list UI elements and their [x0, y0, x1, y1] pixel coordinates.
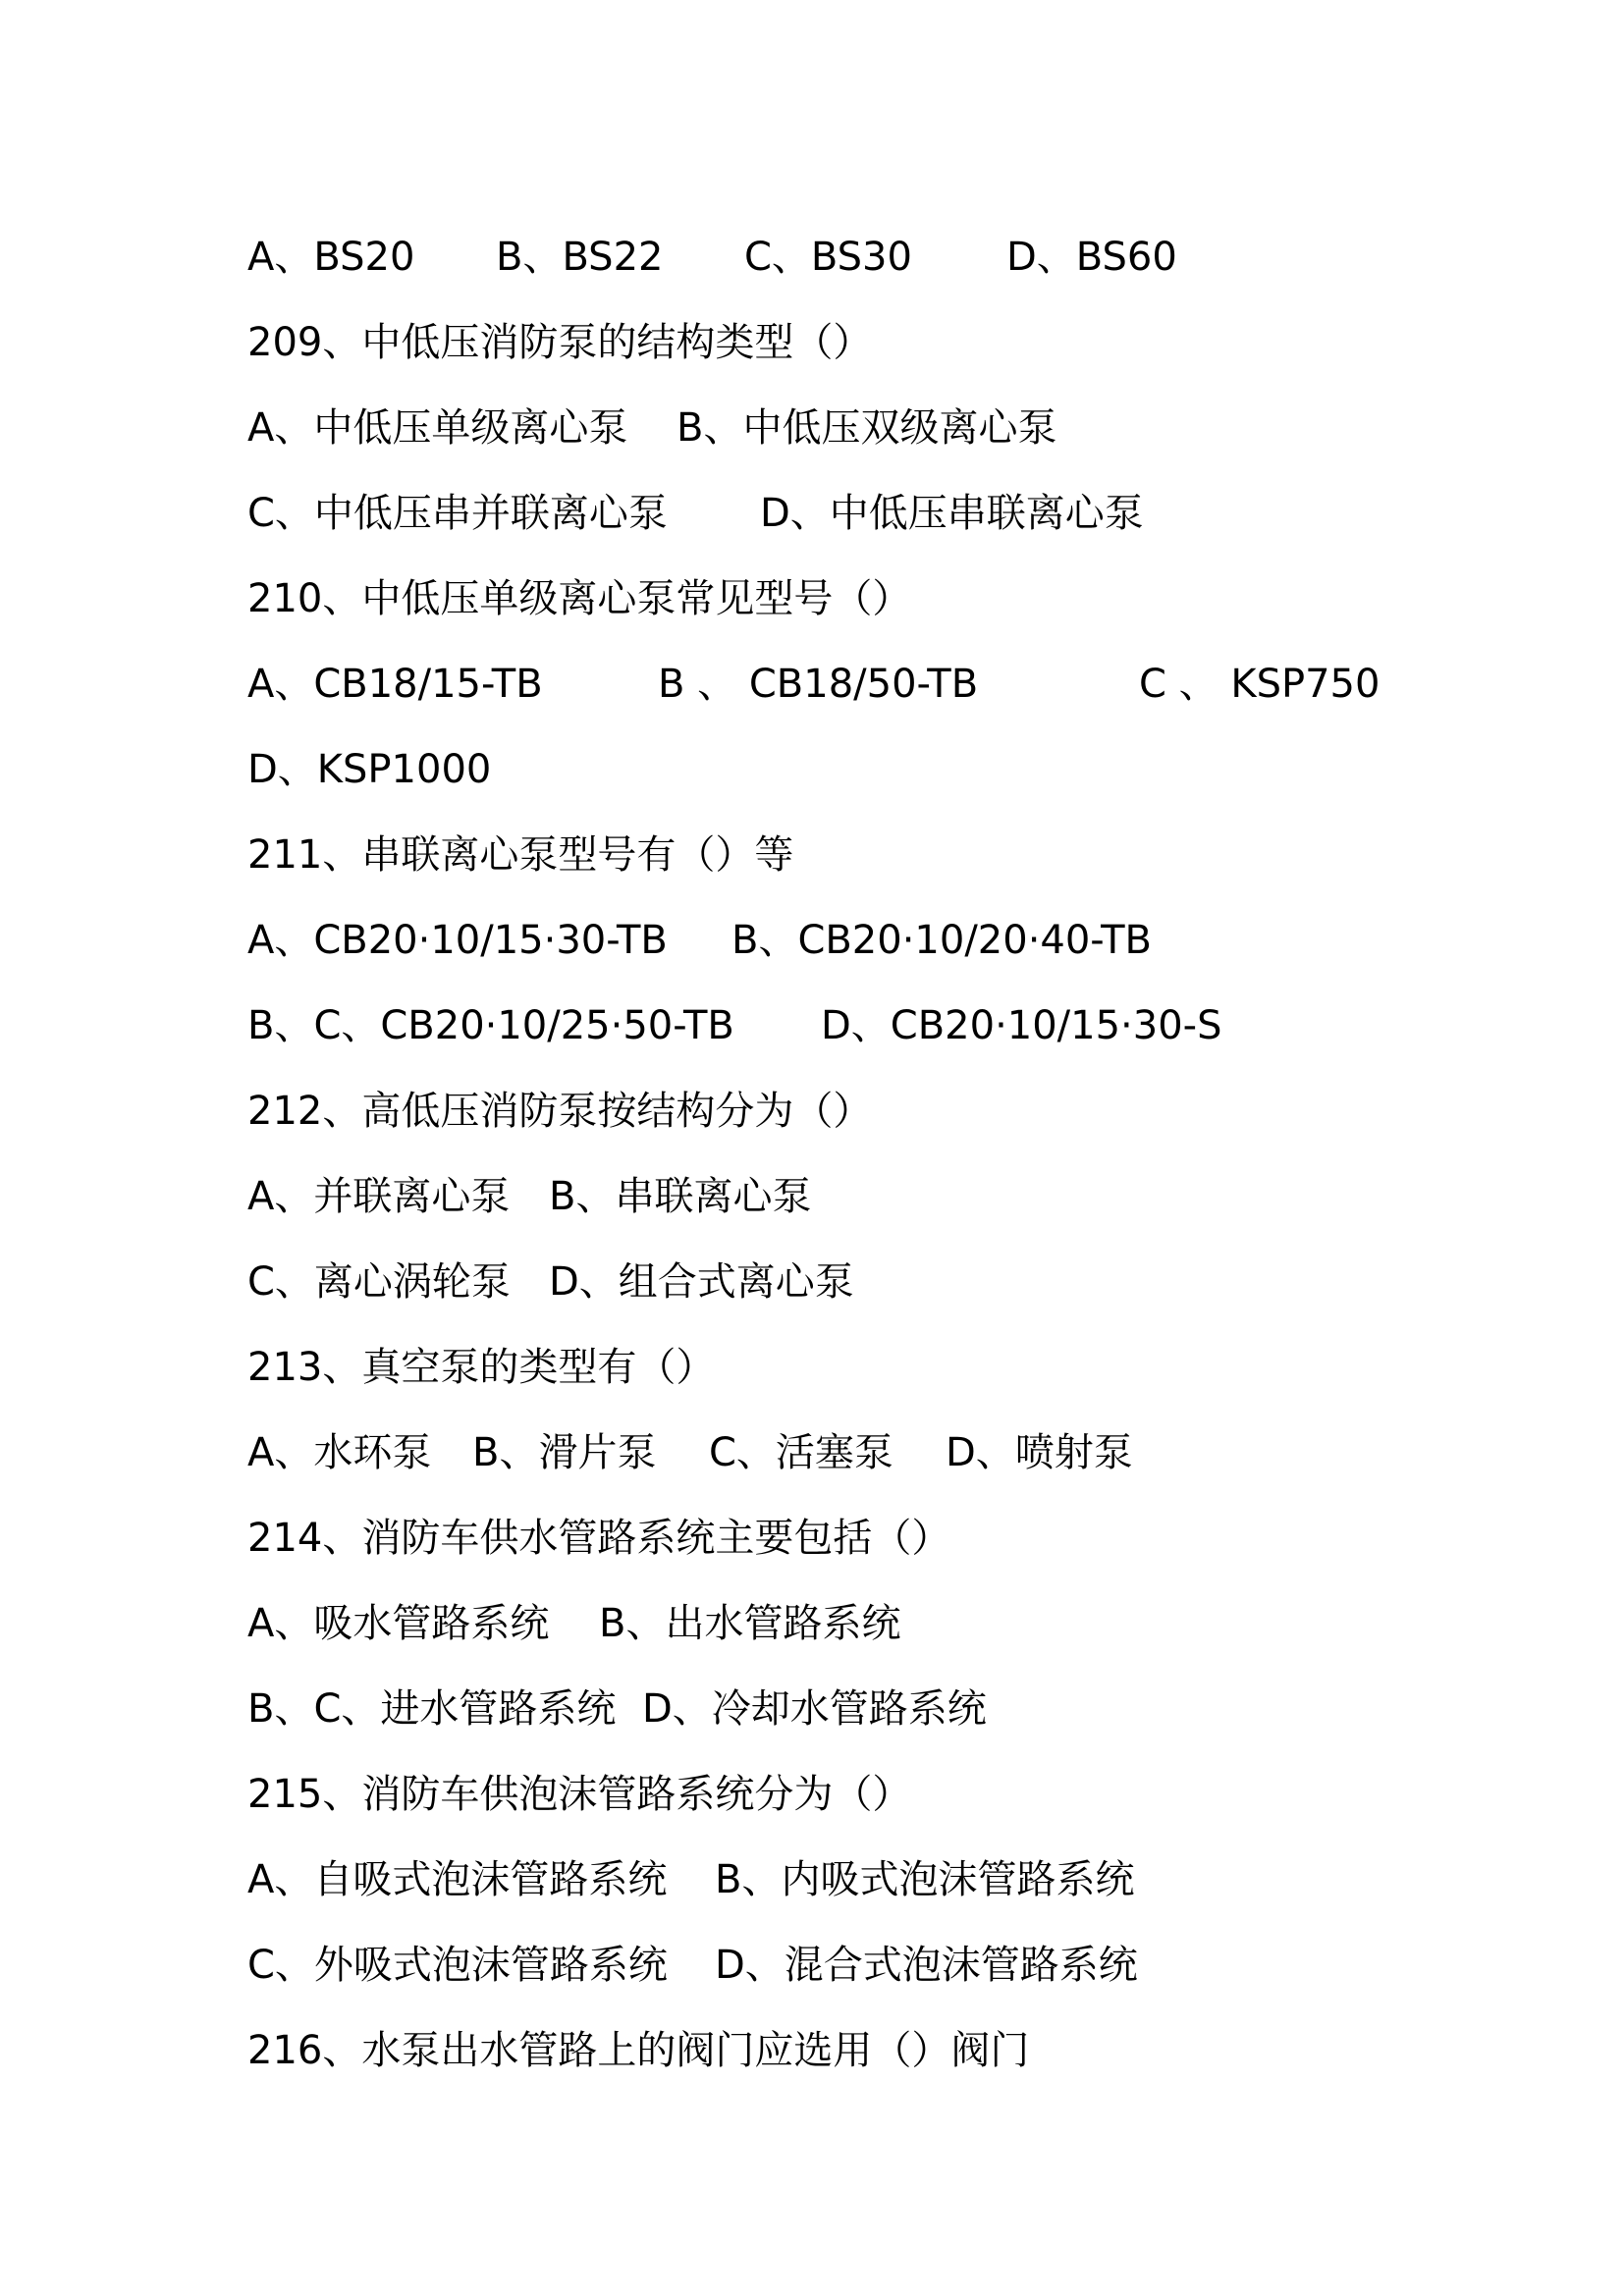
option-c: C、离心涡轮泵	[247, 1259, 511, 1305]
question-216: 216、水泵出水管路上的阀门应选用（）阀门	[247, 2028, 1030, 2073]
option-d: D、CB20·10/15·30-S	[821, 1003, 1222, 1048]
option-a: A、水环泵	[247, 1430, 432, 1475]
option-d: D、KSP1000	[247, 747, 492, 792]
option-c: B、C、进水管路系统	[247, 1686, 617, 1732]
option-d: D、BS60	[1006, 235, 1177, 280]
option-c: C、外吸式泡沫管路系统	[247, 1943, 668, 1988]
option-d: D、中低压串联离心泵	[760, 491, 1144, 536]
option-b: B、内吸式泡沫管路系统	[715, 1857, 1135, 1902]
option-b: B、串联离心泵	[549, 1174, 812, 1219]
option-a: A、中低压单级离心泵	[247, 405, 628, 451]
option-d: D、喷射泵	[946, 1430, 1133, 1475]
option-b: B、滑片泵	[472, 1430, 657, 1475]
option-b: B、出水管路系统	[599, 1601, 901, 1646]
option-c: C、中低压串并联离心泵	[247, 491, 668, 536]
option-d: D、冷却水管路系统	[642, 1686, 987, 1732]
option-d: D、组合式离心泵	[549, 1259, 854, 1305]
question-215: 215、消防车供泡沫管路系统分为（）	[247, 1772, 912, 1817]
option-b: B、CB20·10/20·40-TB	[731, 918, 1152, 963]
question-213: 213、真空泵的类型有（）	[247, 1345, 716, 1390]
option-c: C、活塞泵	[709, 1430, 893, 1475]
option-a: A、BS20	[247, 235, 415, 280]
option-c: C、BS30	[744, 235, 912, 280]
option-c: C 、 KSP750	[1139, 662, 1380, 707]
option-a: A、CB20·10/15·30-TB	[247, 918, 668, 963]
option-b: B、中低压双级离心泵	[677, 405, 1057, 451]
question-211: 211、串联离心泵型号有（）等	[247, 832, 794, 878]
option-b: B、BS22	[496, 235, 664, 280]
option-b: B 、 CB18/50-TB	[658, 662, 979, 707]
question-214: 214、消防车供水管路系统主要包括（）	[247, 1516, 951, 1561]
question-209: 209、中低压消防泵的结构类型（）	[247, 320, 873, 365]
option-a: A、CB18/15-TB	[247, 662, 543, 707]
question-212: 212、高低压消防泵按结构分为（）	[247, 1089, 873, 1134]
option-a: A、吸水管路系统	[247, 1601, 550, 1646]
option-a: A、自吸式泡沫管路系统	[247, 1857, 668, 1902]
option-a: A、并联离心泵	[247, 1174, 511, 1219]
option-d: D、混合式泡沫管路系统	[715, 1943, 1138, 1988]
question-210: 210、中低压单级离心泵常见型号（）	[247, 576, 912, 621]
option-c: B、C、CB20·10/25·50-TB	[247, 1003, 734, 1048]
